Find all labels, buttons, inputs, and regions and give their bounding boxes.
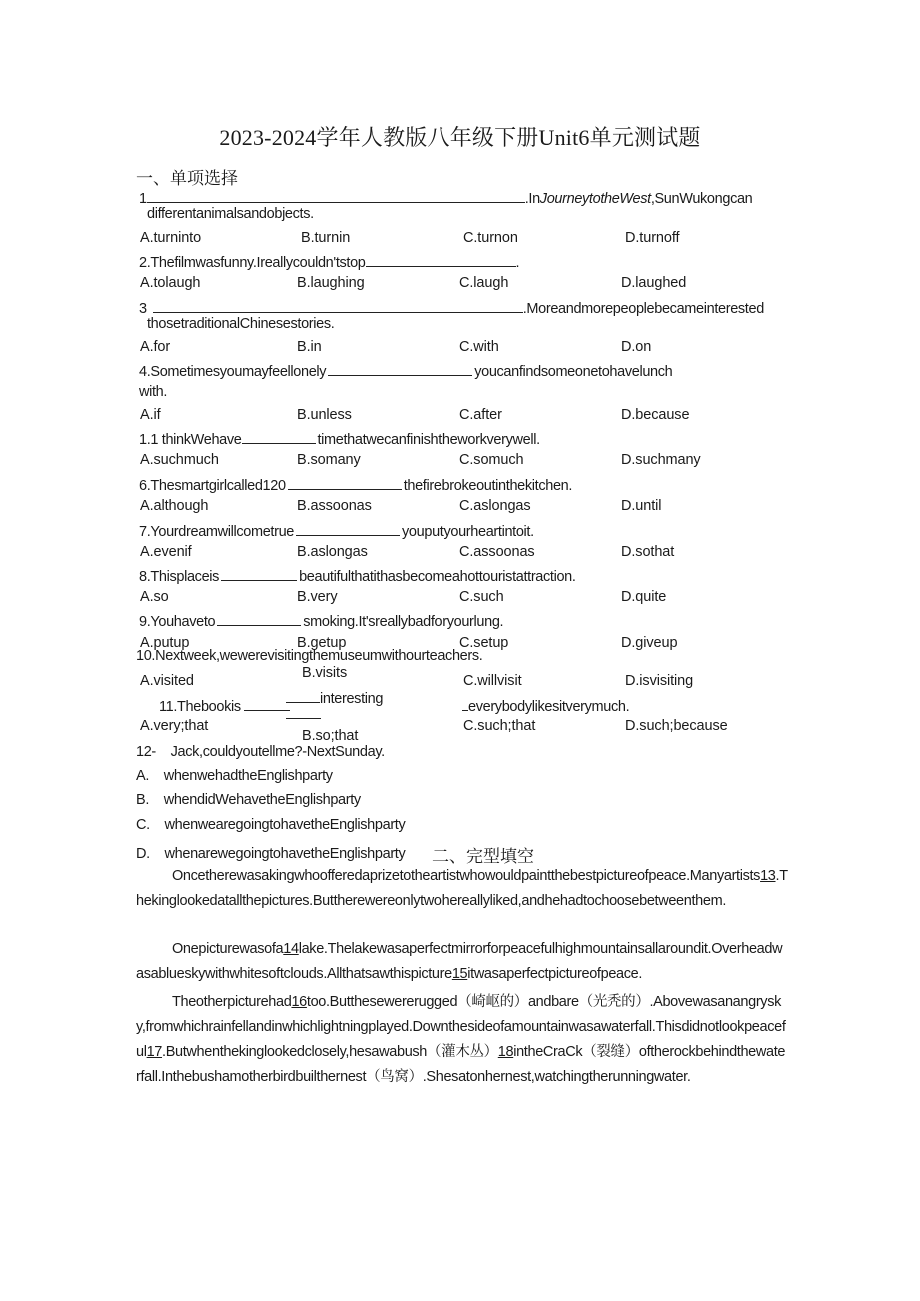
option-b[interactable]: B.turnin xyxy=(301,230,351,246)
option-d[interactable]: D.suchmany xyxy=(621,452,701,468)
section-heading-cloze: 二、完型填空 xyxy=(432,847,534,867)
option-d[interactable]: D.such;because xyxy=(625,718,728,734)
option-c[interactable]: C.setup xyxy=(459,635,509,651)
blank-number-15[interactable]: 15 xyxy=(451,966,468,982)
option-b[interactable]: B. whendidWehavetheEnglishparty xyxy=(136,792,361,808)
question-8: 8.Thisplaceis beautifulthatithasbecomeahottouristattraction. xyxy=(139,566,576,585)
question-5: 1.1 thinkWehave timethatwecanfinishtheworkverywell. xyxy=(139,429,540,448)
passage-paragraph-3: Theotherpicturehad16too.Butthesewererugged（崎岖的）andbare（光秃的）.Abovewasanangrysky,fromwhichrainfellandinwhichlightningplayed.Downthesideofamountainwasawaterfall.Thisdidnotlookpeaceful17.Butwhenthekinglookedclosely,hesawabush（灌木丛）18intheCraCk（裂缝）oftherockbehindthewaterfall.Inthebushamotherbirdbuilthernest（鸟窝）.Shesatonhernest,watchingtherunningwater. xyxy=(136,994,786,1085)
option-c[interactable]: C.willvisit xyxy=(463,673,522,689)
option-a[interactable]: A.putup xyxy=(140,635,190,651)
book-title: JourneytotheWest xyxy=(539,191,651,207)
blank-number-14[interactable]: 14 xyxy=(283,941,299,957)
question-11-continued: everybodylikesitverymuch. xyxy=(462,696,629,715)
answer-blank[interactable] xyxy=(328,361,472,376)
answer-blank[interactable] xyxy=(288,475,402,490)
option-a[interactable]: A.so xyxy=(140,589,169,605)
question-9: 9.Youhaveto smoking.It'sreallybadforyourlung. xyxy=(139,611,503,630)
answer-blank[interactable] xyxy=(286,688,320,703)
blank-number-13[interactable]: 13 xyxy=(760,868,776,884)
answer-blank[interactable] xyxy=(153,298,523,313)
question-3: 3 .Moreandmorepeoplebecameinterested xyxy=(139,298,764,317)
passage-paragraph-2: Onepicturewasofa14lake.Thelakewasaperfectmirrorforpeacefulhighmountainsallaroundit.Overheadwasablueskywithwhitesoftclouds.Allthatsawthispicture15itwasaperfectpictureofpeace. xyxy=(136,941,783,982)
option-c[interactable]: C.laugh xyxy=(459,275,509,291)
question-10-clipped: 10.Nextweek,wewerevisitingthemuseumwithourteachers. xyxy=(136,648,483,664)
option-a[interactable]: A. whenwehadtheEnglishparty xyxy=(136,768,333,784)
option-c[interactable]: C.after xyxy=(459,407,502,423)
option-a[interactable]: A.turninto xyxy=(140,230,202,246)
option-c[interactable]: C. whenwearegoingtohavetheEnglishparty xyxy=(136,817,406,833)
section-heading-multiple-choice: 一、单项选择 xyxy=(136,169,238,189)
question-2: 2.Thefilmwasfunny.Ireallycouldn'tstop . xyxy=(139,252,519,271)
option-d[interactable]: D.turnoff xyxy=(625,230,680,246)
option-a[interactable]: A.if xyxy=(140,407,161,423)
answer-blank[interactable] xyxy=(217,611,301,626)
option-b[interactable]: B.very xyxy=(297,589,338,605)
gloss: （鸟窝） xyxy=(366,1069,423,1085)
blank-number-17[interactable]: 17 xyxy=(146,1044,163,1060)
question-11-floating-text: interesting xyxy=(286,688,383,707)
question-1-continued: differentanimalsandobjects. xyxy=(147,206,314,222)
question-12: 12- Jack,couldyoutellme?-NextSunday. xyxy=(136,744,385,760)
option-d[interactable]: D.laughed xyxy=(621,275,687,291)
option-a[interactable]: A.tolaugh xyxy=(140,275,201,291)
option-d[interactable]: D.isvisiting xyxy=(625,673,694,689)
option-a[interactable]: A.visited xyxy=(140,673,194,689)
gloss: （灌木丛） xyxy=(427,1044,498,1060)
option-b[interactable]: B.in xyxy=(297,339,322,355)
option-b[interactable]: B.laughing xyxy=(297,275,365,291)
gloss: （裂缝） xyxy=(582,1044,639,1060)
option-c[interactable]: C.aslongas xyxy=(459,498,531,514)
passage-paragraph-1: Oncetherewasakingwhoofferedaprizetotheartistwhowouldpaintthebestpictureofpeace.Manyartists13.Thekinglookedatallthepictures.Buttherewereonlytwohereallyliked,andhehadtochoosebetweenthem. xyxy=(136,868,788,909)
option-a[interactable]: A.for xyxy=(140,339,171,355)
question-4-continued: with. xyxy=(139,384,168,400)
blank-number-18[interactable]: 18 xyxy=(497,1044,514,1060)
gloss: （光秃的） xyxy=(578,994,650,1010)
page-title: 2023-2024学年人教版八年级下册Unit6单元测试题 xyxy=(219,125,701,150)
option-c[interactable]: C.turnon xyxy=(463,230,518,246)
option-b[interactable]: B.assoonas xyxy=(297,498,372,514)
answer-blank[interactable] xyxy=(147,188,525,203)
question-4: 4.Sometimesyoumayfeellonely youcanfindsomeonetohavelunch xyxy=(139,361,672,380)
option-b[interactable]: B.unless xyxy=(297,407,352,423)
option-d[interactable]: D.on xyxy=(621,339,652,355)
option-a[interactable]: A.evenif xyxy=(140,544,192,560)
option-a[interactable]: A.although xyxy=(140,498,209,514)
option-d[interactable]: D.giveup xyxy=(621,635,678,651)
option-b[interactable]: B.visits xyxy=(302,665,348,681)
option-d[interactable]: D.quite xyxy=(621,589,667,605)
option-a[interactable]: A.suchmuch xyxy=(140,452,219,468)
option-c[interactable]: C.assoonas xyxy=(459,544,535,560)
option-c[interactable]: C.such;that xyxy=(463,718,536,734)
option-d[interactable]: D.until xyxy=(621,498,662,514)
question-1: 1 .InJourneytotheWest,SunWukongcan xyxy=(139,188,752,207)
blank-number-16[interactable]: 16 xyxy=(291,994,307,1010)
question-number: 1 xyxy=(139,191,147,207)
answer-blank[interactable] xyxy=(366,252,516,267)
option-c[interactable]: C.such xyxy=(459,589,504,605)
divider xyxy=(286,718,321,719)
gloss: （崎岖的） xyxy=(457,994,528,1010)
question-3-continued: thosetraditionalChinesestories. xyxy=(147,316,335,332)
answer-blank[interactable] xyxy=(221,566,297,581)
option-c[interactable]: C.somuch xyxy=(459,452,524,468)
option-a[interactable]: A.very;that xyxy=(140,718,209,734)
answer-blank[interactable] xyxy=(296,521,400,536)
option-b[interactable]: B.aslongas xyxy=(297,544,368,560)
answer-blank[interactable] xyxy=(244,696,290,711)
option-b[interactable]: B.so;that xyxy=(302,728,359,744)
option-d[interactable]: D. whenarewegoingtohavetheEnglishparty xyxy=(136,846,406,862)
option-d[interactable]: D.sothat xyxy=(621,544,675,560)
option-c[interactable]: C.with xyxy=(459,339,499,355)
question-7: 7.Yourdreamwillcometrue youputyourheartintoit. xyxy=(139,521,534,540)
option-b[interactable]: B.getup xyxy=(297,635,347,651)
option-b[interactable]: B.somany xyxy=(297,452,361,468)
option-d[interactable]: D.because xyxy=(621,407,690,423)
question-6: 6.Thesmartgirlcalled120 thefirebrokeoutinthekitchen. xyxy=(139,475,572,494)
question-11: 11.Thebookis xyxy=(159,696,290,715)
answer-blank[interactable] xyxy=(242,429,316,444)
